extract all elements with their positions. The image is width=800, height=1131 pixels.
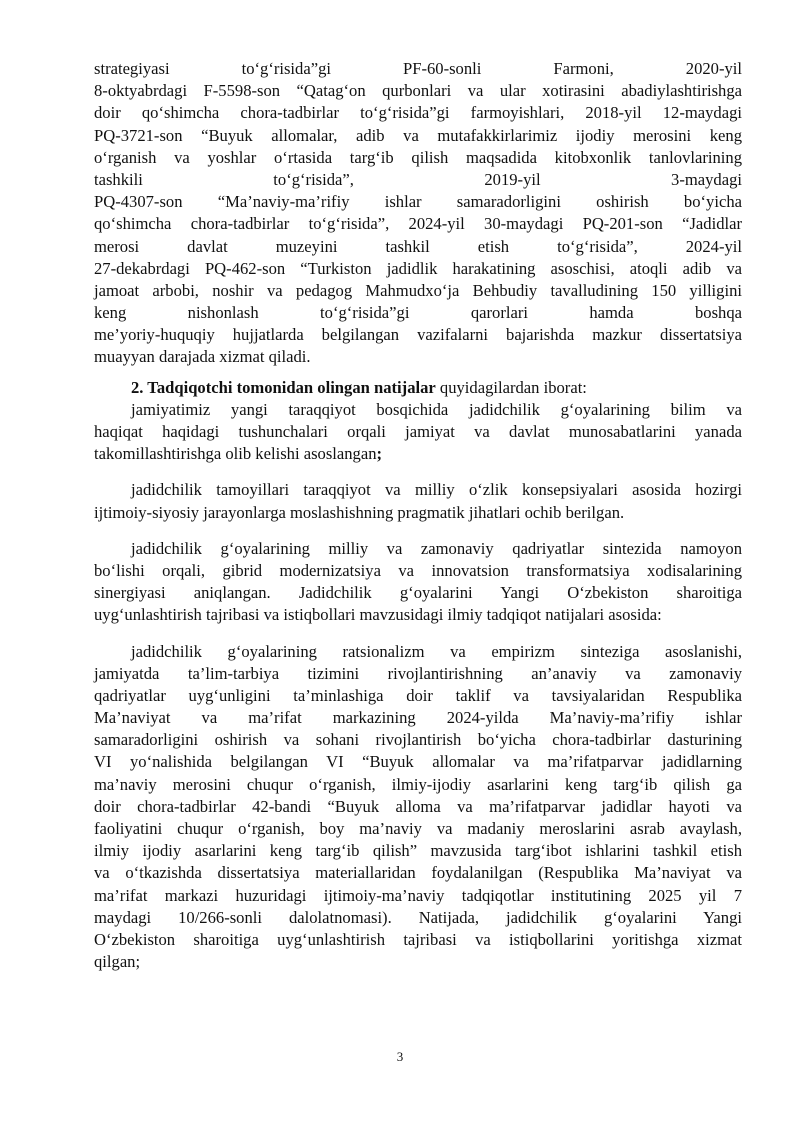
text-line: doir chora-tadbirlar 42-bandi “Buyuk alloma va ma’rifatparvar jadidlar hayoti va xyxy=(94,796,742,816)
text-line: jadidchilik g‘oyalarining ratsionalizm va empirizm sinteziga asoslanishi, xyxy=(131,641,742,661)
text-line: haqiqat haqidagi tushunchalari orqali jamiyat va davlat munosabatlarini yanada xyxy=(94,422,742,441)
text-line: sinergiyasi aniqlangan. Jadidchilik g‘oyalarini Yangi O‘zbekiston sharoitiga xyxy=(94,583,742,603)
section-heading xyxy=(94,377,742,399)
text-line: 27-dekabrdagi PQ-462-son “Turkiston jadidlik harakatining asoschisi, atoqli adib va xyxy=(94,258,742,278)
text-line: keng nishonlash to‘g‘risida”gi qarorlari hamda boshqa xyxy=(94,303,742,323)
text-line: Ma’naviyat va ma’rifat markazining 2024-yilda Ma’naviy-ma’rifiy ishlar xyxy=(94,708,742,728)
text-line: jadidchilik tamoyillari taraqqiyot va milliy o‘zlik konsepsiyalari asosida hozirgi xyxy=(131,480,742,500)
paragraph-result-4 xyxy=(94,641,742,974)
text-line: ma’naviy merosini chuqur o‘rganish, ilmiy-ijodiy asarlarini keng targ‘ib qilish ga xyxy=(94,774,742,794)
text-line: va o‘tkazishda dissertatsiya materiallaridan foydalanilgan (Respublika Ma’naviyat va xyxy=(94,863,742,883)
text-line: jamoat arbobi, noshir va pedagog Mahmudxo‘ja Behbudiy tavalludining 150 yilligini xyxy=(94,280,742,300)
paragraph-legal-references xyxy=(94,58,742,369)
paragraph-result-2 xyxy=(94,479,742,523)
text-line: qo‘shimcha chora-tadbirlar to‘g‘risida”, 2024-yil 30-maydagi PQ-201-son “Jadidlar xyxy=(94,214,742,234)
text-line xyxy=(94,443,742,465)
text-line: PQ-4307-son “Ma’naviy-ma’rifiy ishlar samaradorligini oshirish bo‘yicha xyxy=(94,192,742,212)
text-line: jamiyatda ta’lim-tarbiya tizimini rivojlantirishning an’anaviy va zamonaviy xyxy=(94,663,742,683)
text-line: muayyan darajada xizmat qiladi. xyxy=(94,347,311,367)
text-line: O‘zbekiston sharoitiga uyg‘unlashtirish tajribasi va istiqbollarini yoritishga xizmat xyxy=(94,929,742,949)
section-heading-rest: quyidagilardan iborat: xyxy=(435,377,587,397)
text-line: PQ-3721-son “Buyuk allomalar, adib va mutafakkirlarimiz ijodiy merosini keng xyxy=(94,125,742,145)
text-line: maydagi 10/266-sonli dalolatnomasi). Natijada, jadidchilik g‘oyalarini Yangi xyxy=(94,907,742,927)
text-line: strategiyasi to‘g‘risida”gi PF-60-sonli Farmoni, 2020-yil xyxy=(94,59,742,78)
paragraph-result-3 xyxy=(94,538,742,627)
text-line-content: takomillashtirishga olib kelishi asoslangan xyxy=(94,444,377,464)
text-line: uyg‘unlashtirish tajribasi va istiqbollari mavzusidagi ilmiy tadqiqot natijalari asosida: xyxy=(94,605,662,625)
text-line: faoliyatini chuqur o‘rganish, boy ma’naviy va madaniy meroslarini asrab avaylash, xyxy=(94,819,742,838)
paragraph-result-1 xyxy=(94,399,742,466)
text-line: ilmiy ijodiy asarlarini keng targ‘ib qilish” mavzusida targ‘ibot ishlarini tashkil etish xyxy=(94,841,742,861)
text-line: qadriyatlar uyg‘unligini ta’minlashiga doir taklif va tavsiyalaridan Respublika xyxy=(94,685,742,705)
page-number: 3 xyxy=(396,1049,404,1064)
text-line: qilgan; xyxy=(94,952,141,972)
text-line: ma’rifat markazi huzuridagi ijtimoiy-ma’naviy tadqiqotlar institutining 2025 yil 7 xyxy=(94,885,742,905)
text-line: o‘rganish va yoshlar o‘rtasida targ‘ib qilish maqsadida kitobxonlik tanlovlarining xyxy=(94,147,742,167)
text-line: me’yoriy-huquqiy hujjatlarda belgilangan vazifalarni bajarishda mazkur dissertatsiya xyxy=(94,325,742,345)
text-line: 8-oktyabrdagi F-5598-son “Qatag‘on qurbonlari va ular xotirasini abadiylashtirishga xyxy=(94,81,742,101)
text-line: merosi davlat muzeyini tashkil etish to‘g‘risida”, 2024-yil xyxy=(94,236,742,256)
text-line: VI yo‘nalishida belgilangan VI “Buyuk allomalar va ma’rifatparvar jadidlarning xyxy=(94,752,742,772)
text-line: doir qo‘shimcha chora-tadbirlar to‘g‘risida”gi farmoyishlari, 2018-yil 12-maydagi xyxy=(94,103,742,123)
section-heading-bold: 2. Tadqiqotchi tomonidan olingan natijalar xyxy=(131,377,436,397)
text-line: tashkili to‘g‘risida”, 2019-yil 3-maydagi xyxy=(94,169,742,189)
text-line: ijtimoiy-siyosiy jarayonlarga moslashishning pragmatik jihatlari ochib berilgan. xyxy=(94,502,625,522)
text-line: bo‘lishi orqali, gibrid modernizatsiya va innovatsion transformatsiya xodisalarining xyxy=(94,560,742,580)
document-page xyxy=(94,58,742,973)
text-line: jamiyatimiz yangi taraqqiyot bosqichida jadidchilik g‘oyalarining bilim va xyxy=(131,399,742,419)
bold-semicolon: ; xyxy=(376,444,383,464)
text-line: jadidchilik g‘oyalarining milliy va zamonaviy qadriyatlar sintezida namoyon xyxy=(131,538,742,558)
text-line: samaradorligini oshirish va sohani rivojlantirish bo‘yicha chora-tadbirlar dasturining xyxy=(94,730,742,750)
